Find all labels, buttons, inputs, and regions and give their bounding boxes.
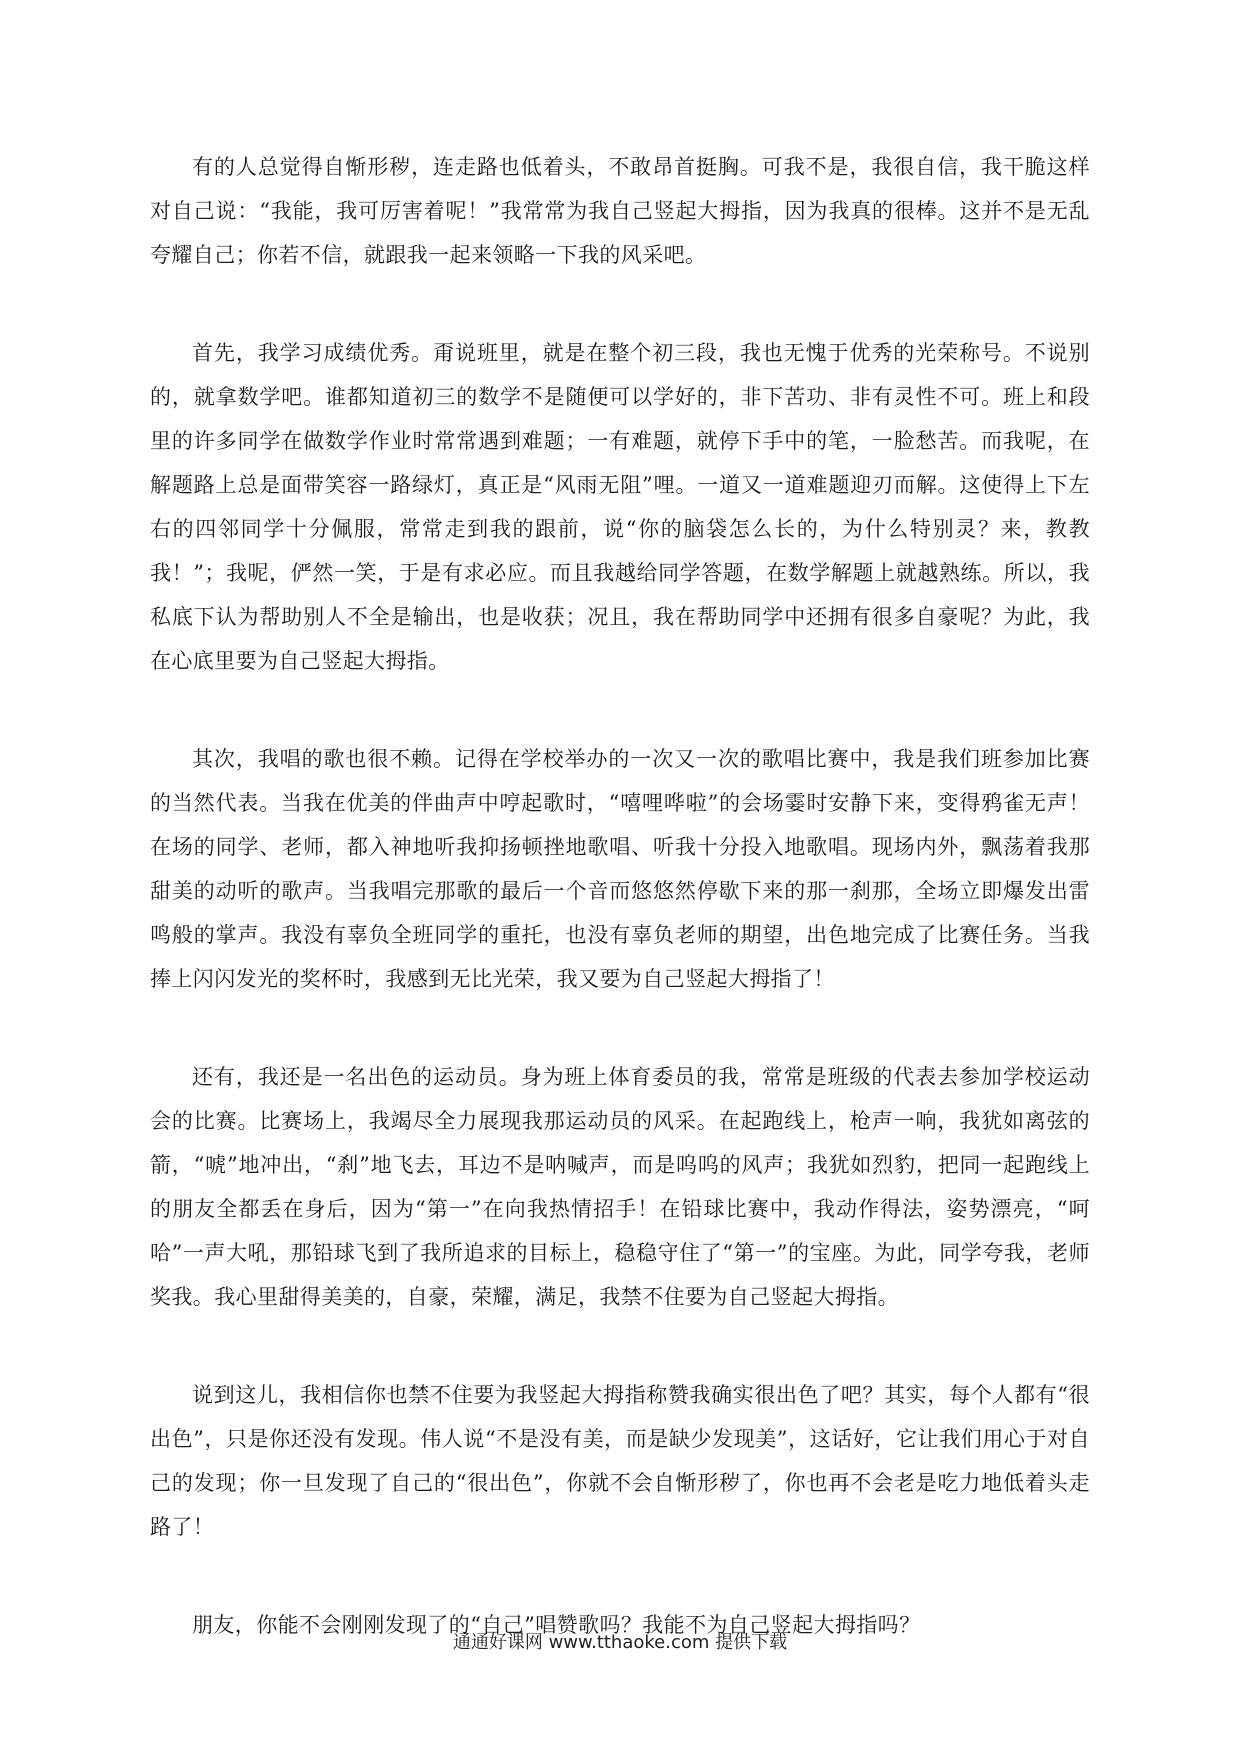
paragraph-4: 还有，我还是一名出色的运动员。身为班上体育委员的我，常常是班级的代表去参加学校运动会的比赛。比赛场上，我竭尽全力展现我那运动员的风采。在起跑线上，枪声一响，我犹如离弦的箭，“唬”地冲出，“刹”地飞去，耳边不是呐喊声，而是呜呜的风声；我犹如烈豹，把同一起跑线上的朋友全都丢在身后，因为“第一”在向我热情招手！在铅球比赛中，我动作得法，姿势漂亮，“呵哈”一声大吼，那铅球飞到了我所追求的目标上，稳稳守住了“第一”的宝座。为此，同学夸我，老师奖我。我心里甜得美美的，自豪，荣耀，满足，我禁不住要为自己竖起大拇指。	[150, 1065, 1090, 1309]
document-body	[150, 145, 1090, 1701]
paragraph-3: 其次，我唱的歌也很不赖。记得在学校举办的一次又一次的歌唱比赛中，我是我们班参加比赛的当然代表。当我在优美的伴曲声中哼起歌时，“嘻哩哗啦”的会场霎时安静下来，变得鸦雀无声！在场的同学、老师，都入神地听我抑扬顿挫地歌唱、听我十分投入地歌唱。现场内外，飘荡着我那甜美的动听的歌声。当我唱完那歌的最后一个音而悠悠然停歇下来的那一刹那，全场立即爆发出雷鸣般的掌声。我没有辜负全班同学的重托，也没有辜负老师的期望，出色地完成了比赛任务。当我捧上闪闪发光的奖杯时，我感到无比光荣，我又要为自己竖起大拇指了！	[150, 747, 1090, 991]
paragraph-6: 朋友，你能不会刚刚发现了的“自己”唱赞歌吗？我能不为自己竖起大拇指吗？	[192, 1613, 921, 1637]
paragraph-1: 有的人总觉得自惭形秽，连走路也低着头，不敢昂首挺胸。可我不是，我很自信，我干脆这样对自己说：“我能，我可厉害着呢！”我常常为我自己竖起大拇指，因为我真的很棒。这并不是无乱夸耀自己；你若不信，就跟我一起来领略一下我的风采吧。	[150, 155, 1090, 267]
page-footer: 通通好课网 www.tthaoke.com 提供下载	[452, 1632, 788, 1653]
paragraph-5: 说到这儿，我相信你也禁不住要为我竖起大拇指称赞我确实很出色了吧？其实，每个人都有“很出色”，只是你还没有发现。伟人说“不是没有美，而是缺少发现美”，这话好，它让我们用心于对自己的发现；你一旦发现了自己的“很出色”，你就不会自惭形秽了，你也再不会老是吃力地低着头走路了！	[150, 1383, 1090, 1539]
paragraph-2: 首先，我学习成绩优秀。甭说班里，就是在整个初三段，我也无愧于优秀的光荣称号。不说别的，就拿数学吧。谁都知道初三的数学不是随便可以学好的，非下苦功、非有灵性不可。班上和段里的许多同学在做数学作业时常常遇到难题；一有难题，就停下手中的笔，一脸愁苦。而我呢，在解题路上总是面带笑容一路绿灯，真正是“风雨无阻”哩。一道又一道难题迎刃而解。这使得上下左右的四邻同学十分佩服，常常走到我的跟前，说“你的脑袋怎么长的，为什么特别灵？来，教教我！”；我呢，俨然一笑，于是有求必应。而且我越给同学答题，在数学解题上就越熟练。所以，我私底下认为帮助别人不全是输出，也是收获；况且，我在帮助同学中还拥有很多自豪呢？为此，我在心底里要为自己竖起大拇指。	[150, 341, 1090, 673]
